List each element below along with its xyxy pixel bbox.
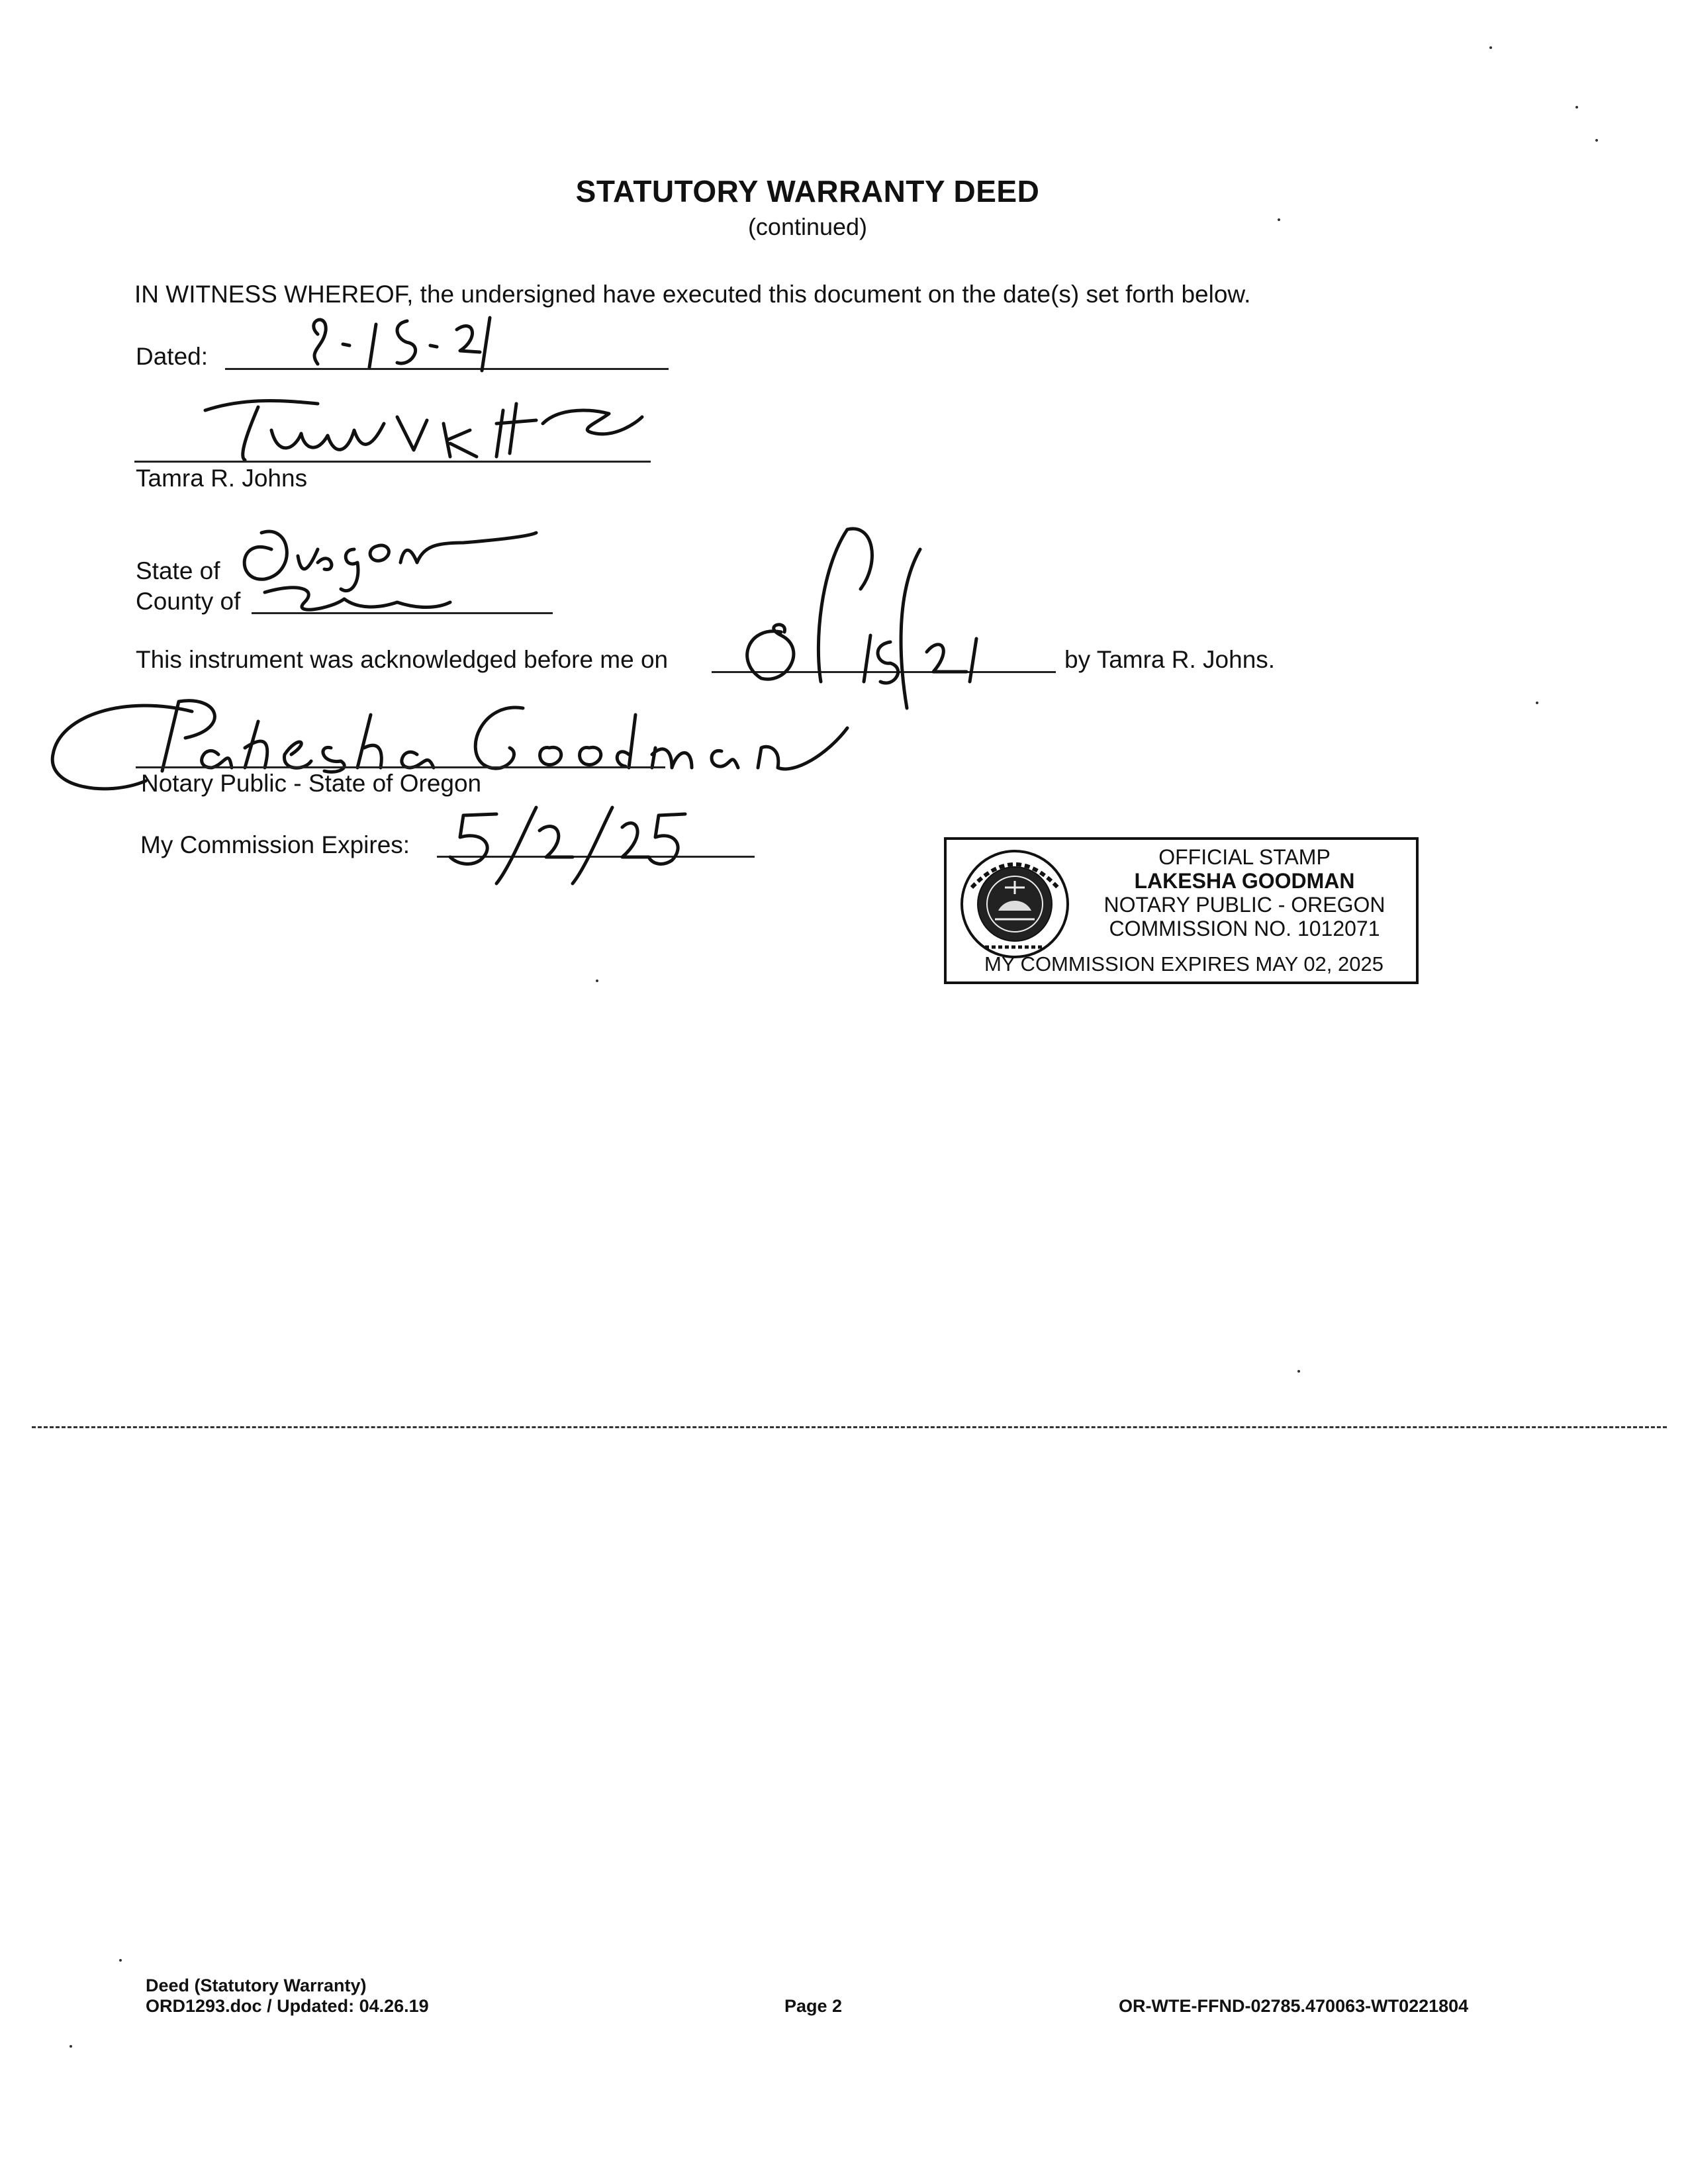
county-label: County of (136, 588, 241, 615)
scan-speck (1536, 702, 1538, 704)
stamp-expiration: MY COMMISSION EXPIRES MAY 02, 2025 (984, 952, 1383, 976)
acknowledgment-prefix: This instrument was acknowledged before me on (136, 646, 669, 673)
dated-handwriting (291, 304, 516, 377)
stamp-line-1: OFFICIAL STAMP (1158, 845, 1331, 869)
scan-speck (119, 1959, 122, 1962)
dated-label: Dated: (136, 343, 209, 370)
scan-speck (1489, 46, 1492, 49)
stamp-commission-number: COMMISSION NO. 1012071 (1109, 917, 1380, 940)
witness-clause: IN WITNESS WHEREOF, the undersigned have executed this document on the date(s) set forth below. (134, 281, 1251, 308)
stamp-notary-name: LAKESHA GOODMAN (1134, 869, 1355, 893)
grantor-signature (185, 384, 649, 470)
notary-label: Notary Public - State of Oregon (141, 770, 482, 797)
scan-speck (1297, 1370, 1300, 1373)
state-of-oregon-seal-icon (959, 848, 1071, 960)
scan-speck (596, 979, 598, 982)
footer-order-number: OR-WTE-FFND-02785.470063-WT0221804 (1119, 1996, 1469, 2016)
grantor-signature-line (134, 461, 651, 463)
scan-speck (70, 2045, 72, 2048)
acknowledgment-suffix: by Tamra R. Johns. (1064, 646, 1276, 673)
scan-speck (1595, 139, 1598, 142)
footer-page-number: Page 2 (784, 1996, 843, 2016)
state-label: State of (136, 557, 220, 584)
stamp-line-3: NOTARY PUBLIC - OREGON (1103, 893, 1385, 917)
state-county-handwriting (225, 510, 543, 622)
commission-label: My Commission Expires: (140, 831, 410, 858)
page-divider (32, 1426, 1667, 1428)
signer-name: Tamra R. Johns (136, 465, 308, 492)
footer-doc-version: ORD1293.doc / Updated: 04.26.19 (146, 1996, 429, 2016)
document-subtitle: (continued) (747, 213, 868, 240)
footer-doc-type: Deed (Statutory Warranty) (146, 1976, 367, 1995)
notary-signature-line (136, 766, 665, 768)
scan-speck (1575, 106, 1578, 109)
official-notary-stamp (944, 837, 1419, 984)
document-title: STATUTORY WARRANTY DEED (575, 174, 1040, 208)
scan-speck (1278, 218, 1280, 221)
commission-handwriting (424, 801, 688, 887)
